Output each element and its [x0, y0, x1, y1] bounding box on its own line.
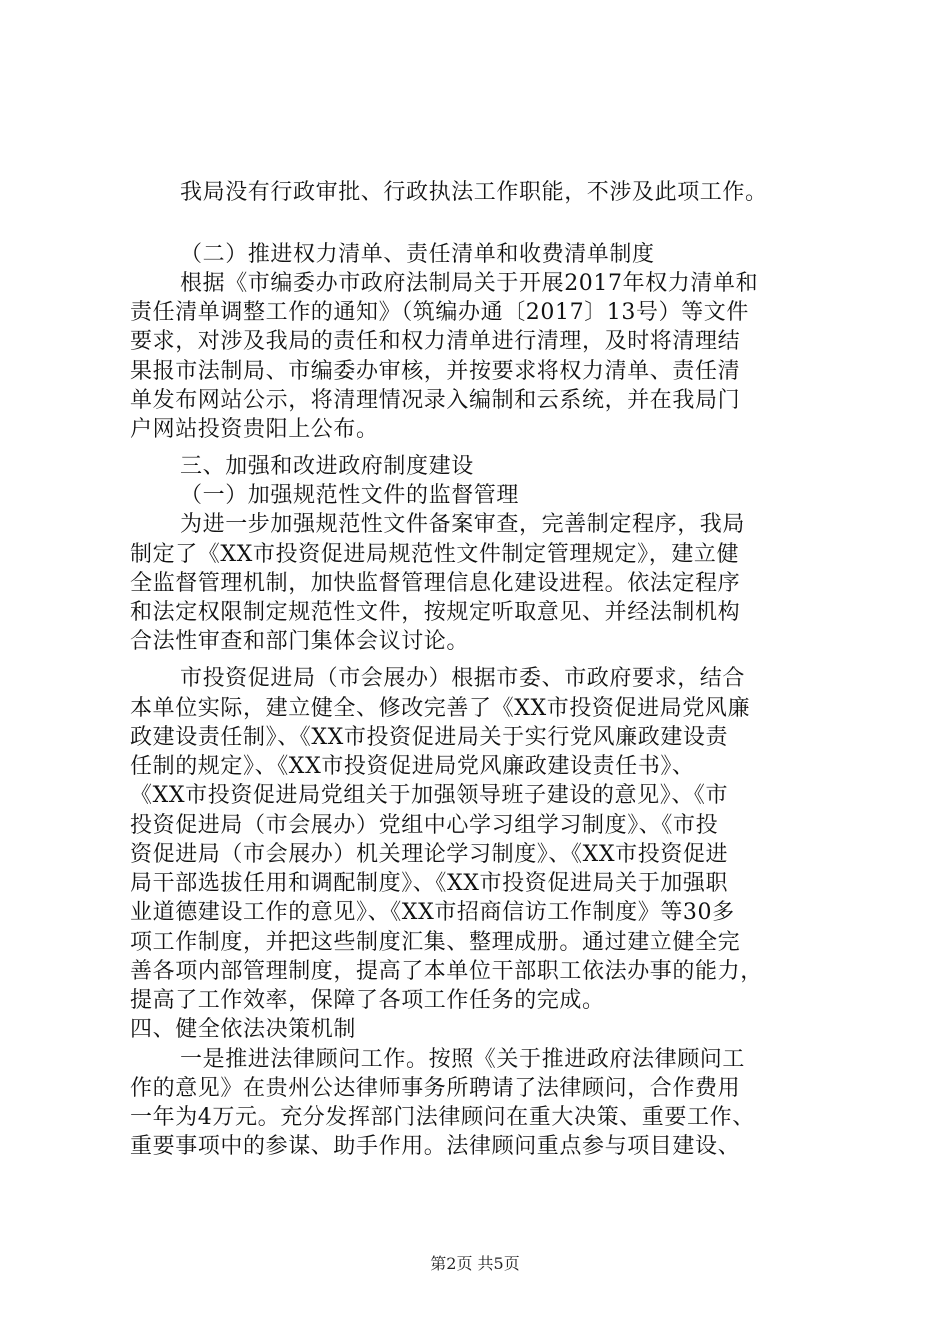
paragraph-line: 户网站投资贵阳上公布。 [130, 417, 379, 442]
paragraph-line: 要求，对涉及我局的责任和权力清单进行清理，及时将清理结 [130, 329, 741, 354]
paragraph-line: 一年为4万元。充分发挥部门法律顾问在重大决策、重要工作、 [130, 1105, 755, 1130]
section-heading: 一是推进法律顾问工作。按照《关于推进政府法律顾问工 [180, 1047, 746, 1072]
paragraph-line: 政建设责任制》、《XX市投资促进局关于实行党风廉政建设责 [130, 725, 729, 750]
paragraph-line: 合法性审查和部门集体会议讨论。 [130, 629, 470, 654]
paragraph-line: 业道德建设工作的意见》、《XX市招商信访工作制度》等30多 [130, 900, 735, 925]
paragraph-line: 投资促进局（市会展办）党组中心学习组学习制度》、《市投 [130, 813, 719, 838]
paragraph-line: 和法定权限制定规范性文件，按规定听取意见、并经法制机构 [130, 600, 741, 625]
paragraph-line: 市投资促进局（市会展办）根据市委、市政府要求，结合 [180, 666, 746, 691]
paragraph-line: 善各项内部管理制度，提高了本单位干部职工依法办事的能力， [130, 959, 763, 984]
paragraph-line: 四、健全依法决策机制 [130, 1017, 357, 1042]
section-heading: （二）推进权力清单、责任清单和收费清单制度 [180, 242, 655, 267]
paragraph-line: 重要事项中的参谋、助手作用。法律顾问重点参与项目建设、 [130, 1134, 741, 1159]
paragraph-line: 责任清单调整工作的通知》（筑编办通〔2017〕13号）等文件 [130, 300, 749, 325]
paragraph-line: 为进一步加强规范性文件备案审查，完善制定程序，我局 [180, 512, 746, 537]
paragraph-line: 我局没有行政审批、行政执法工作职能，不涉及此项工作。 [180, 180, 768, 205]
paragraph-line: 单发布网站公示，将清理情况录入编制和云系统，并在我局门 [130, 388, 741, 413]
paragraph-line: 果报市法制局、市编委办审核，并按要求将权力清单、责任清 [130, 359, 741, 384]
paragraph-line: 项工作制度，并把这些制度汇集、整理成册。通过建立健全完 [130, 930, 741, 955]
paragraph-line: 提高了工作效率，保障了各项工作任务的完成。 [130, 988, 605, 1013]
paragraph-line: 根据《市编委办市政府法制局关于开展2017年权力清单和 [180, 271, 759, 296]
paragraph-line: 任制的规定》、《XX市投资促进局党风廉政建设责任书》、 [130, 754, 695, 779]
section-heading: （一）加强规范性文件的监督管理 [180, 483, 520, 508]
section-heading: 三、加强和改进政府制度建设 [180, 454, 474, 479]
paragraph-line: 全监督管理机制，加快监督管理信息化建设进程。依法定程序 [130, 571, 741, 596]
paragraph-line: 《XX市投资促进局党组关于加强领导班子建设的意见》、《市 [130, 783, 729, 808]
paragraph-line: 本单位实际，建立健全、修改完善了《XX市投资促进局党风廉 [130, 696, 751, 721]
paragraph-line: 制定了《XX市投资促进局规范性文件制定管理规定》，建立健 [130, 542, 740, 567]
paragraph-line: 局干部选拔任用和调配制度》、《XX市投资促进局关于加强职 [130, 871, 729, 896]
paragraph-line: 资促进局（市会展办）机关理论学习制度》、《XX市投资促进 [130, 842, 729, 867]
paragraph-line: 作的意见》在贵州公达律师事务所聘请了法律顾问，合作费用 [130, 1076, 741, 1101]
page-number-footer: 第2页 共5页 [430, 1254, 520, 1273]
